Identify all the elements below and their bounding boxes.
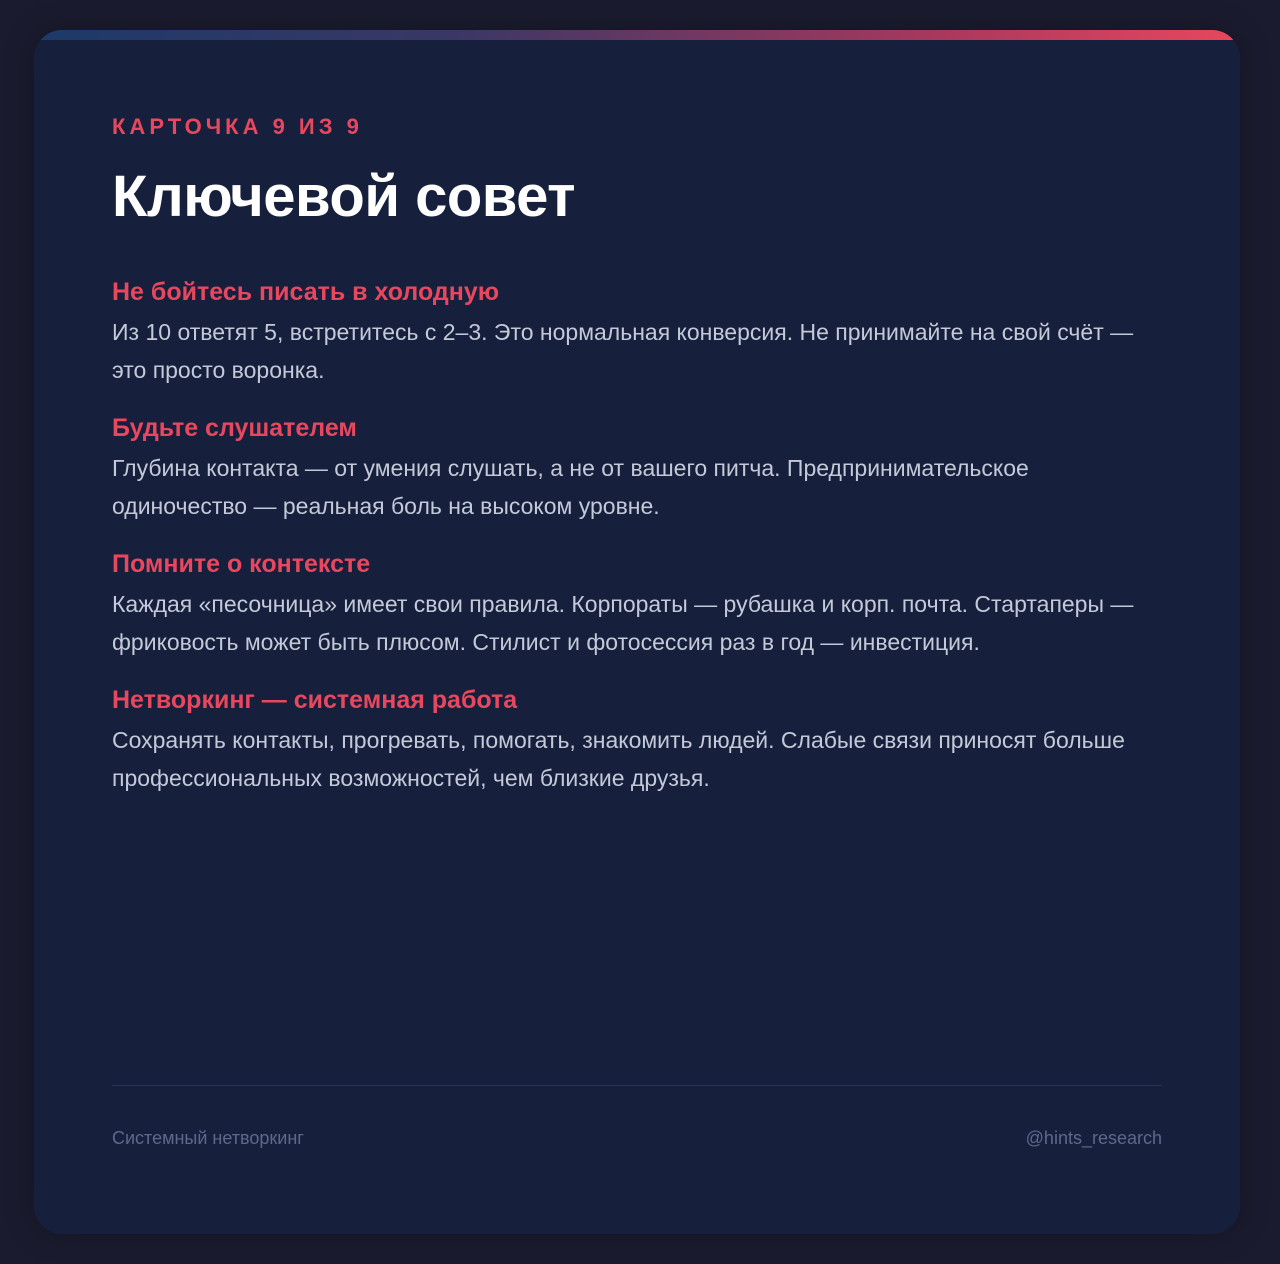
footer-divider bbox=[112, 1085, 1162, 1086]
card-title: Ключевой совет bbox=[112, 164, 576, 229]
tip-body: Сохранять контакты, прогревать, помогать, знакомить людей. Слабые связи приносят больше профессиональных возможностей, чем близкие друзья. bbox=[112, 727, 1125, 791]
tip-heading: Помните о контексте bbox=[112, 550, 371, 578]
tip-section-cold-outreach bbox=[112, 276, 1142, 389]
tip-body: Каждая «песочница» имеет свои правила. Корпораты — рубашка и корп. почта. Стартаперы — фриковость может быть плюсом. Стилист и фотосессия раз в год — инвестиция. bbox=[112, 591, 1134, 655]
tip-heading: Нетворкинг — системная работа bbox=[112, 686, 518, 714]
tip-section-systematic bbox=[112, 684, 1142, 797]
tip-body: Из 10 ответят 5, встретитесь с 2–3. Это нормальная конверсия. Не принимайте на свой счёт — это просто воронка. bbox=[112, 319, 1134, 383]
card-counter: КАРТОЧКА 9 ИЗ 9 bbox=[112, 114, 363, 139]
tip-card bbox=[34, 30, 1240, 1234]
series-name: Системный нетворкинг bbox=[112, 1128, 304, 1148]
tip-body: Глубина контакта — от умения слушать, а не от вашего питча. Предпринимательское одиночество — реальная боль на высоком уровне. bbox=[112, 455, 1029, 519]
tips-list bbox=[112, 276, 1142, 797]
tip-section-context bbox=[112, 548, 1142, 661]
author-handle: @hints_research bbox=[1025, 1128, 1162, 1148]
card-content bbox=[112, 30, 1162, 1234]
tip-heading: Не бойтесь писать в холодную bbox=[112, 278, 500, 306]
tip-heading: Будьте слушателем bbox=[112, 414, 357, 442]
tip-section-listener bbox=[112, 412, 1142, 525]
